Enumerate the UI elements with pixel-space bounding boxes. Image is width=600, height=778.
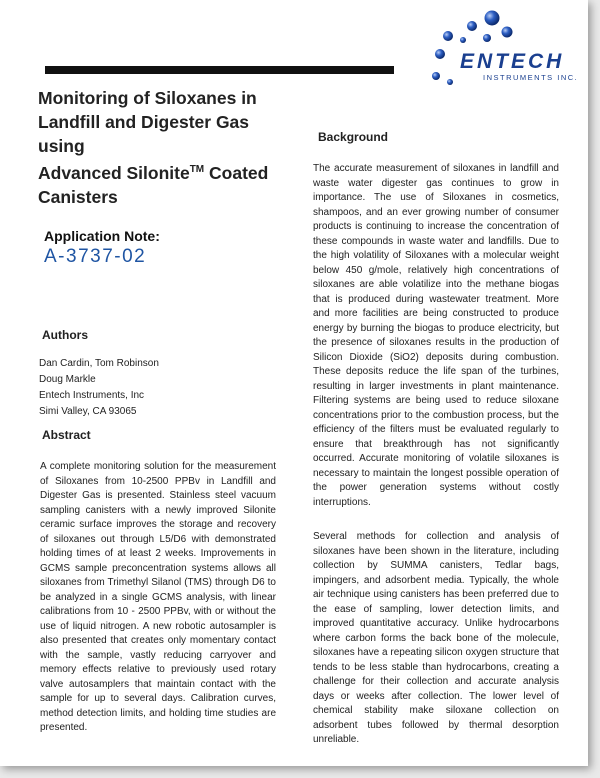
authors-heading: Authors bbox=[42, 328, 88, 342]
title-line: Coated bbox=[204, 162, 269, 183]
background-heading: Background bbox=[318, 130, 389, 144]
author-line: Doug Markle bbox=[39, 374, 96, 385]
background-paragraph-2: Several methods for collection and analysis of siloxanes have been shown in the literature, including collection by SUMMA canisters, Tedlar bags, impingers, and adsorbent media. Typically, the whole air technique using canisters has been preferred due to the ease of sampling, lower detection limits, and improved quantitative accuracy. Unlike hydrocarbons where carbon forms the back bone of the molecule, siloxanes have a repeating silicon oxygen structure that tends to be less stable than hydrocarbons, creating a challenge for their collection and accurate analysis days or weeks after collection. The lower level of chemical stability make siloxane collection on adsorbent tubes followed by thermal desorption unreliable. bbox=[313, 531, 559, 745]
background-paragraph-1: The accurate measurement of siloxanes in landfill and waste water digester gas continues to grow in importance. The use of Siloxanes in cosmetics, shampoos, and an ever growing number of consumer products is continuing to increase the concentration of these compounds in waste water and landfills. Due to the high volatility of Siloxanes with a molecular weight below 450 g/mole, relatively high concentrations of siloxanes are able volatilize into the methane biogas that is produced during wastewater treatment. More and more facilities are being constructed to produce energy by burning the biogas to produce electricity, but the presence of siloxanes results in the production of Silicon Dioxide (SiO2) deposits during combustion. These deposits reduce the life span of the turbines, resulting in larger investments in plant maintenance. Filtering systems are being used to reduce siloxane concentrations prior to the combustion process, but the efficiency of the filters must be evaluated regularly to ensure that breakthrough has not significantly occurred. Accurate monitoring of volatile siloxanes is necessary to maintain the longest possible operation of the power generation systems without costly interruptions. bbox=[313, 163, 559, 508]
application-note-number: A-3737-02 bbox=[44, 246, 147, 267]
header-rule bbox=[45, 66, 394, 74]
author-line: Entech Instruments, Inc bbox=[39, 390, 145, 401]
title-line: Advanced Silonite bbox=[38, 162, 190, 183]
title-line: Monitoring of Siloxanes in bbox=[38, 88, 257, 108]
title-line: Canisters bbox=[38, 186, 118, 207]
abstract-text: A complete monitoring solution for the measurement of Siloxanes from 10-2500 PPBv in Landfill and Digester Gas is presented. Stainless steel vacuum sampling canisters with a newly improved Silonite ceramic surface improves the storage and recovery of siloxanes out through L5/D6 with demonstrated holding times of at least 2 weeks. Improvements in GCMS sample preconcentration systems allows all siloxanes from Trimethyl Silanol (TMS) through D6 to be analyzed in a single GCMS analysis, with linear calibrations from 10 - 2500 PPBv, with or without the use of liquid nitrogen. A new robotic autosampler is also presented that creates only momentary contact with the sample, vastly reducing carryover and memory effects relative to previously used rotary valve autosamplers that maintain contact with the sample for up to several days. Calibration curves, method detection limits, and holding time studies are presented. bbox=[40, 461, 276, 733]
page-title bbox=[38, 86, 300, 209]
author-line: Simi Valley, CA 93065 bbox=[39, 406, 137, 417]
logo-tagline: INSTRUMENTS INC. bbox=[483, 73, 579, 82]
title-line: Landfill and Digester Gas using bbox=[38, 112, 250, 156]
abstract-heading: Abstract bbox=[42, 428, 91, 442]
trademark-mark: TM bbox=[189, 164, 205, 175]
logo-wordmark: ENTECH bbox=[460, 50, 565, 73]
authors-list bbox=[39, 356, 159, 420]
entech-logo bbox=[428, 10, 588, 90]
application-note-label: Application Note: bbox=[44, 228, 160, 244]
author-line: Dan Cardin, Tom Robinson bbox=[39, 358, 159, 369]
